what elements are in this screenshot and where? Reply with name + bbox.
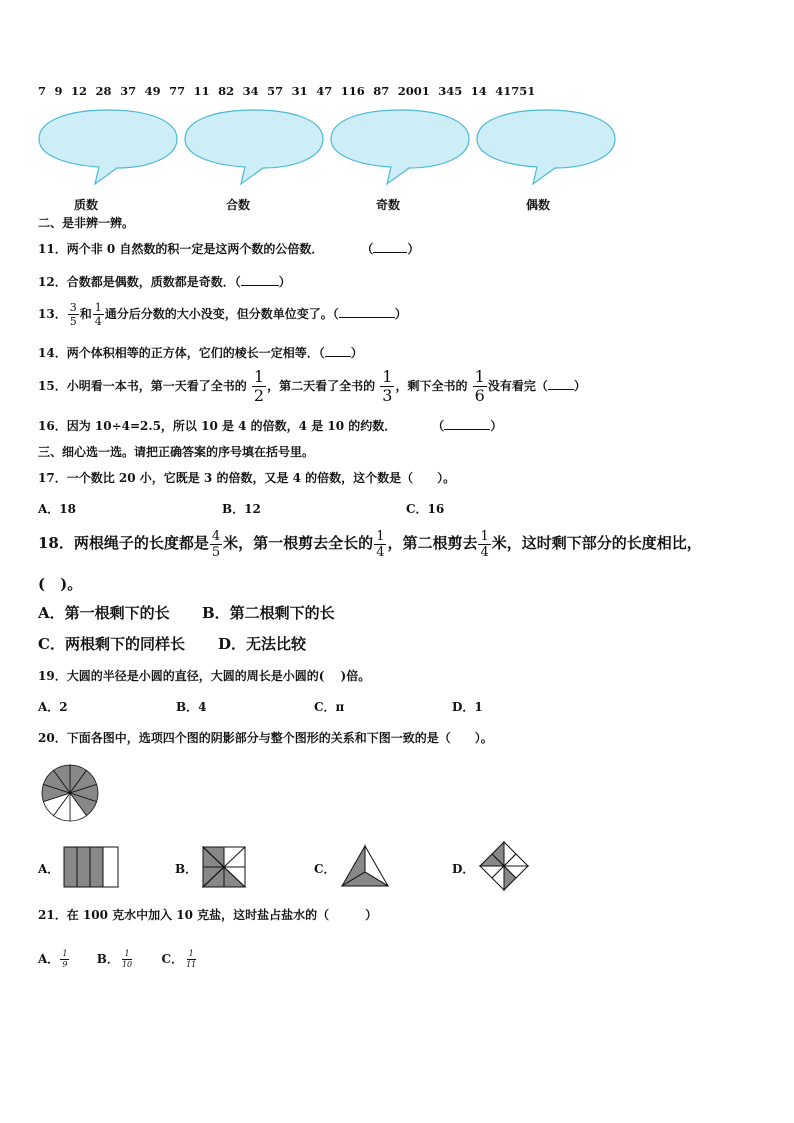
number-item: 82 xyxy=(218,84,235,98)
question-20: 20．下面各图中，选项四个图的阴影部分与整个图形的关系和下图一致的是（ ）。 xyxy=(38,731,493,745)
question-19: 19．大圆的半径是小圆的直径，大圆的周长是小圆的( )倍。 xyxy=(38,669,371,683)
question-17: 17．一个数比 20 小，它既是 3 的倍数，又是 4 的倍数，这个数是（ ）。 xyxy=(38,471,456,485)
q20-option-a: A． xyxy=(38,862,60,876)
odd-bubble xyxy=(329,106,471,186)
reference-circle-figure xyxy=(40,763,100,823)
q20-option-c: C． xyxy=(314,862,336,876)
fraction-1-11: $\frac{1}{11}$ xyxy=(186,949,197,969)
fraction-3-5: $\frac{3}{5}$ xyxy=(69,301,77,328)
option-c-triangle-figure xyxy=(340,844,390,888)
even-label: 偶数 xyxy=(526,198,551,212)
q17-option-c: C．16 xyxy=(406,502,445,516)
fraction-1-10: $\frac{1}{10}$ xyxy=(121,949,133,969)
question-14: 14．两个体积相等的正方体，它们的棱长一定相等．（ ） xyxy=(38,346,363,360)
number-item: 14 xyxy=(470,84,487,98)
number-item: 77 xyxy=(169,84,186,98)
number-item: 2001 xyxy=(397,84,430,98)
section-2-heading: 二、是非辨一辨。 xyxy=(38,216,135,230)
number-item: 7 xyxy=(38,84,47,98)
number-item: 41751 xyxy=(495,84,536,98)
fraction-4-5: $\frac{4}{5}$ xyxy=(211,528,221,560)
number-item: 57 xyxy=(267,84,284,98)
number-item: 11 xyxy=(193,84,210,98)
prime-bubble xyxy=(37,106,179,186)
number-item: 116 xyxy=(340,84,365,98)
fraction-1-4: $\frac{1}{4}$ xyxy=(94,301,102,328)
q18-answer-line: ( )。 xyxy=(38,575,83,593)
q21-option-a: A． xyxy=(38,952,60,966)
section-3-heading: 三、细心选一选。请把正确答案的序号填在括号里。 xyxy=(38,445,315,459)
question-11: 11．两个非 0 自然数的积一定是这两个数的公倍数． （ ） xyxy=(38,242,420,256)
number-item: 47 xyxy=(316,84,333,98)
q18-option-a: A．第一根剩下的长 xyxy=(38,604,170,622)
q19-option-b: B．4 xyxy=(176,700,207,714)
question-18: 18．两根绳子的长度都是 $\frac{4}{5}$ 米，第一根剪去全长的 $\frac{1}{4}$ ，第二根剪去 $\frac{1}{4}$ 米，这时剩下部分的长度相比， xyxy=(38,528,702,560)
q18-option-b: B．第二根剩下的长 xyxy=(202,604,335,622)
q19-option-c: C．π xyxy=(314,700,345,714)
question-16: 16．因为 10÷4=2.5，所以 10 是 4 的倍数，4 是 10 的约数． （ ） xyxy=(38,419,503,433)
question-13: 13． $\frac{3}{5}$ 和 $\frac{1}{4}$ 通分后分数的大小没变，但分数单位变了。（ ） xyxy=(38,301,407,328)
question-21: 21．在 100 克水中加入 10 克盐，这时盐占盐水的（ ） xyxy=(38,908,378,922)
q18-option-c: C．两根剩下的同样长 xyxy=(38,635,185,653)
number-item: 34 xyxy=(242,84,259,98)
option-b-square-figure xyxy=(202,846,246,888)
odd-label: 奇数 xyxy=(376,198,401,212)
option-a-rectangle-figure xyxy=(63,846,119,888)
option-d-diamond-figure xyxy=(478,840,530,892)
q20-option-d: D． xyxy=(452,862,475,876)
number-item: 12 xyxy=(71,84,88,98)
number-item: 345 xyxy=(438,84,463,98)
even-bubble xyxy=(475,106,617,186)
number-item: 49 xyxy=(144,84,161,98)
composite-bubble xyxy=(183,106,325,186)
number-item: 87 xyxy=(373,84,390,98)
q21-options xyxy=(38,946,199,972)
number-item: 37 xyxy=(120,84,137,98)
fraction-1-4: $\frac{1}{4}$ xyxy=(376,528,385,560)
fraction-1-3: $\frac{1}{3}$ xyxy=(382,367,393,405)
q19-option-d: D．1 xyxy=(452,700,483,714)
q21-option-c: C． xyxy=(161,952,184,966)
prime-label: 质数 xyxy=(74,198,99,212)
q18-option-d: D．无法比较 xyxy=(218,635,307,653)
number-list xyxy=(38,84,544,98)
question-12: 12．合数都是偶数，质数都是奇数．（ ） xyxy=(38,275,291,289)
q20-option-b: B． xyxy=(175,862,198,876)
question-15: 15．小明看一本书，第一天看了全书的 $\frac{1}{2}$ ，第二天看了全书的 $\frac{1}{3}$ ，剩下全书的 $\frac{1}{6}$ 没有看完（ ） xyxy=(38,367,586,405)
fraction-1-4-b: $\frac{1}{4}$ xyxy=(480,528,489,560)
number-item: 31 xyxy=(291,84,308,98)
q21-option-b: B． xyxy=(96,952,119,966)
composite-label: 合数 xyxy=(226,198,251,212)
q17-option-b: B．12 xyxy=(222,502,261,516)
fraction-1-2: $\frac{1}{2}$ xyxy=(253,367,265,405)
fraction-1-6: $\frac{1}{6}$ xyxy=(474,367,485,405)
q17-option-a: A．18 xyxy=(38,502,77,516)
q19-option-a: A．2 xyxy=(38,700,68,714)
number-item: 28 xyxy=(95,84,112,98)
number-item: 9 xyxy=(54,84,63,98)
fraction-1-9: $\frac{1}{9}$ xyxy=(62,949,68,969)
